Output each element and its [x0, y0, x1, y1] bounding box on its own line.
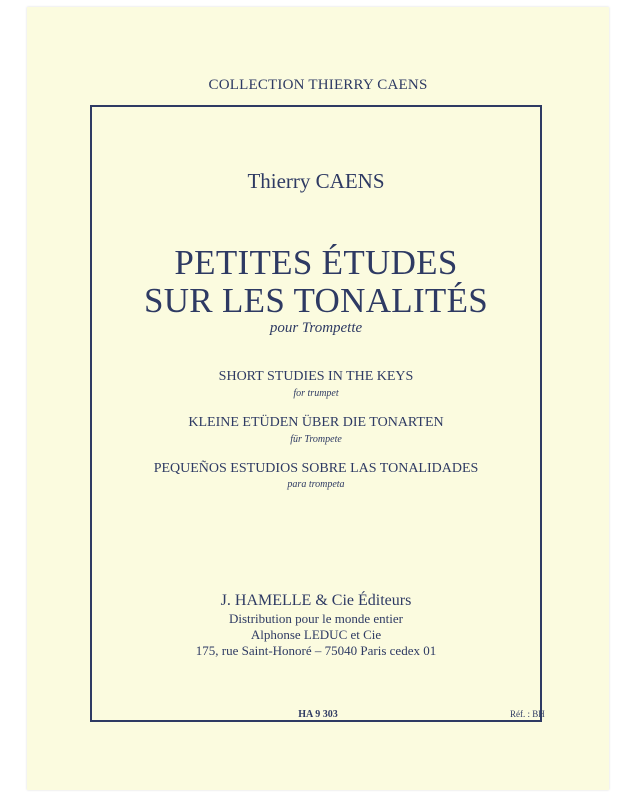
collection-name: COLLECTION THIERRY CAENS — [208, 77, 428, 93]
subtitle-spanish: para trompeta — [287, 479, 345, 490]
publisher-name: J. HAMELLE & Cie Éditeurs — [220, 592, 412, 609]
subtitle-english: for trumpet — [293, 388, 339, 399]
title-german: KLEINE ETÜDEN ÜBER DIE TONARTEN — [188, 415, 444, 430]
catalog-number: HA 9 303 — [298, 709, 338, 720]
publisher-line-1: Distribution pour le monde entier — [228, 611, 404, 626]
reference-code: Réf. : BH — [510, 709, 545, 719]
title-line-1: PETITES ÉTUDES — [174, 243, 458, 282]
subtitle-german: für Trompete — [290, 434, 342, 445]
publisher-line-2: Alphonse LEDUC et Cie — [250, 627, 382, 642]
title-english: SHORT STUDIES IN THE KEYS — [218, 369, 414, 384]
subtitle-french: pour Trompette — [269, 320, 363, 336]
title-line-2: SUR LES TONALITÉS — [143, 281, 489, 320]
title-spanish: PEQUEÑOS ESTUDIOS SOBRE LAS TONALIDADES — [153, 461, 479, 476]
title-frame — [90, 105, 542, 722]
work-title — [92, 244, 540, 320]
score-cover — [27, 7, 609, 790]
author-name: Thierry CAENS — [247, 169, 385, 193]
publisher-address: 175, rue Saint-Honoré – 75040 Paris cedex 01 — [195, 643, 437, 658]
